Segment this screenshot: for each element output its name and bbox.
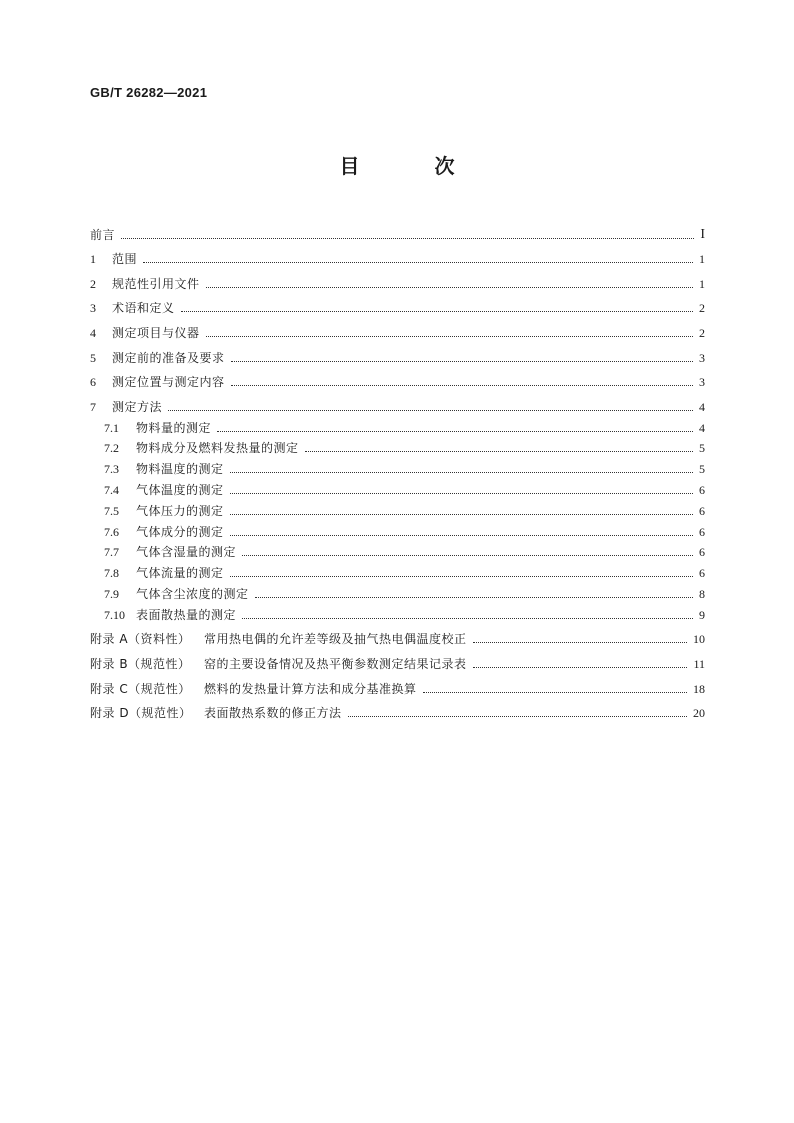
- dot-leader: [206, 287, 693, 288]
- toc-entry[interactable]: [90, 436, 705, 457]
- dot-leader: [473, 642, 687, 643]
- toc-entry-number: 7.4: [104, 482, 119, 497]
- toc-entry-number: 7.8: [104, 566, 119, 581]
- toc-page-number: 2: [699, 325, 705, 340]
- toc-page-number: 6: [699, 524, 705, 539]
- toc-entry[interactable]: [90, 267, 705, 292]
- toc-entry[interactable]: [90, 498, 705, 519]
- toc-entry-number: 7.9: [104, 586, 119, 601]
- dot-leader: [348, 716, 687, 717]
- toc-page-number: 18: [693, 681, 705, 696]
- dot-leader: [230, 472, 693, 473]
- toc-entry[interactable]: [90, 218, 705, 243]
- document-id: GB/T 26282—2021: [90, 85, 208, 100]
- toc-entry-title: 窑的主要设备情况及热平衡参数测定结果记录表: [204, 656, 467, 671]
- toc-page-number: 20: [693, 706, 705, 721]
- dot-leader: [255, 597, 693, 598]
- toc-page-number: 6: [699, 482, 705, 497]
- toc-entry-title: 燃料的发热量计算方法和成分基准换算: [204, 681, 417, 696]
- toc-entry[interactable]: [90, 477, 705, 498]
- toc-entry-number: 4: [90, 325, 96, 340]
- dot-leader: [230, 514, 693, 515]
- toc-entry-number: 7.1: [104, 420, 119, 435]
- toc-entry-number: 7: [90, 399, 96, 414]
- toc-entry-number: 7.10: [104, 607, 125, 622]
- dot-leader: [230, 576, 693, 577]
- toc-entry[interactable]: [90, 243, 705, 268]
- toc-entry-title: 表面散热量的测定: [136, 607, 237, 622]
- toc-entry[interactable]: [90, 581, 705, 602]
- toc-entry-title: 气体流量的测定: [136, 566, 224, 581]
- toc-page-number: 4: [699, 399, 705, 414]
- dot-leader: [143, 262, 693, 263]
- toc-entry-title: 气体温度的测定: [136, 482, 224, 497]
- toc-entry-title: 气体压力的测定: [136, 503, 224, 518]
- toc-entry[interactable]: [90, 316, 705, 341]
- toc-entry[interactable]: [90, 366, 705, 391]
- dot-leader: [181, 311, 693, 312]
- dot-leader: [217, 431, 693, 432]
- toc-entry[interactable]: [90, 540, 705, 561]
- toc-entry-number: 附录 C（规范性）: [90, 681, 191, 696]
- toc-entry-number: 7.3: [104, 462, 119, 477]
- dot-leader: [231, 385, 693, 386]
- toc-page-number: 1: [699, 252, 705, 267]
- toc-entry[interactable]: [90, 560, 705, 581]
- toc-page-number: 8: [699, 586, 705, 601]
- toc-entry-title: 前言: [90, 227, 116, 242]
- toc-entry-number: 附录 D（规范性）: [90, 706, 192, 721]
- toc-entry-title: 表面散热系数的修正方法: [204, 706, 342, 721]
- dot-leader: [230, 493, 693, 494]
- toc-entry-number: 附录 A（资料性）: [90, 632, 191, 647]
- toc-page-number: 2: [699, 301, 705, 316]
- toc-entry-title: 测定方法: [112, 399, 163, 414]
- toc-entry-title: 物料量的测定: [136, 420, 212, 435]
- toc-entry-number: 附录 B（规范性）: [90, 656, 191, 671]
- dot-leader: [168, 410, 693, 411]
- toc-entry[interactable]: [90, 456, 705, 477]
- toc-page-number: 5: [699, 441, 705, 456]
- toc-entry-title: 气体含尘浓度的测定: [136, 586, 249, 601]
- toc-appendix-entry[interactable]: [90, 672, 705, 697]
- toc-entry-number: 7.5: [104, 503, 119, 518]
- toc-entry-title: 术语和定义: [112, 301, 175, 316]
- toc-entry-title: 测定位置与测定内容: [112, 375, 225, 390]
- toc-entry[interactable]: [90, 341, 705, 366]
- toc-entry-title: 常用热电偶的允许差等级及抽气热电偶温度校正: [204, 632, 467, 647]
- toc-entry[interactable]: [90, 519, 705, 540]
- toc-page-number: 6: [699, 566, 705, 581]
- toc-entry-number: 1: [90, 252, 96, 267]
- toc-entry-title: 范围: [112, 252, 138, 267]
- dot-leader: [305, 451, 693, 452]
- toc-entry[interactable]: [90, 390, 705, 415]
- toc-entry-title: 测定前的准备及要求: [112, 350, 225, 365]
- toc-entry-number: 7.2: [104, 441, 119, 456]
- table-of-contents: [90, 218, 705, 721]
- toc-page-number: 3: [699, 350, 705, 365]
- toc-entry-number: 2: [90, 276, 96, 291]
- toc-entry-number: 6: [90, 375, 96, 390]
- toc-page-number: 9: [699, 607, 705, 622]
- toc-entry-title: 物料温度的测定: [136, 462, 224, 477]
- toc-entry-title: 测定项目与仪器: [112, 325, 200, 340]
- toc-page-number: 1: [699, 276, 705, 291]
- toc-page-number: 11: [693, 656, 705, 671]
- dot-leader: [230, 535, 693, 536]
- dot-leader: [231, 361, 693, 362]
- dot-leader: [473, 667, 688, 668]
- toc-page-number: 5: [699, 462, 705, 477]
- dot-leader: [423, 692, 687, 693]
- toc-entry[interactable]: [90, 415, 705, 436]
- toc-appendix-entry[interactable]: [90, 623, 705, 648]
- toc-appendix-entry[interactable]: [90, 647, 705, 672]
- toc-entry[interactable]: [90, 292, 705, 317]
- toc-entry-number: 7.7: [104, 545, 119, 560]
- toc-page-number: 4: [699, 420, 705, 435]
- dot-leader: [121, 238, 694, 239]
- toc-page-number: I: [700, 226, 705, 242]
- toc-page-number: 3: [699, 375, 705, 390]
- toc-entry-title: 气体成分的测定: [136, 524, 224, 539]
- dot-leader: [206, 336, 693, 337]
- dot-leader: [242, 618, 693, 619]
- toc-page-number: 6: [699, 545, 705, 560]
- toc-entry-number: 5: [90, 350, 96, 365]
- page-title: 目 次: [339, 154, 489, 178]
- toc-entry-number: 3: [90, 301, 96, 316]
- toc-entry-number: 7.6: [104, 524, 119, 539]
- toc-page-number: 10: [693, 632, 705, 647]
- toc-entry-title: 规范性引用文件: [112, 276, 200, 291]
- toc-appendix-entry[interactable]: [90, 697, 705, 722]
- toc-entry-title: 物料成分及燃料发热量的测定: [136, 441, 299, 456]
- toc-entry[interactable]: [90, 602, 705, 623]
- dot-leader: [242, 555, 693, 556]
- toc-entry-title: 气体含湿量的测定: [136, 545, 237, 560]
- toc-page-number: 6: [699, 503, 705, 518]
